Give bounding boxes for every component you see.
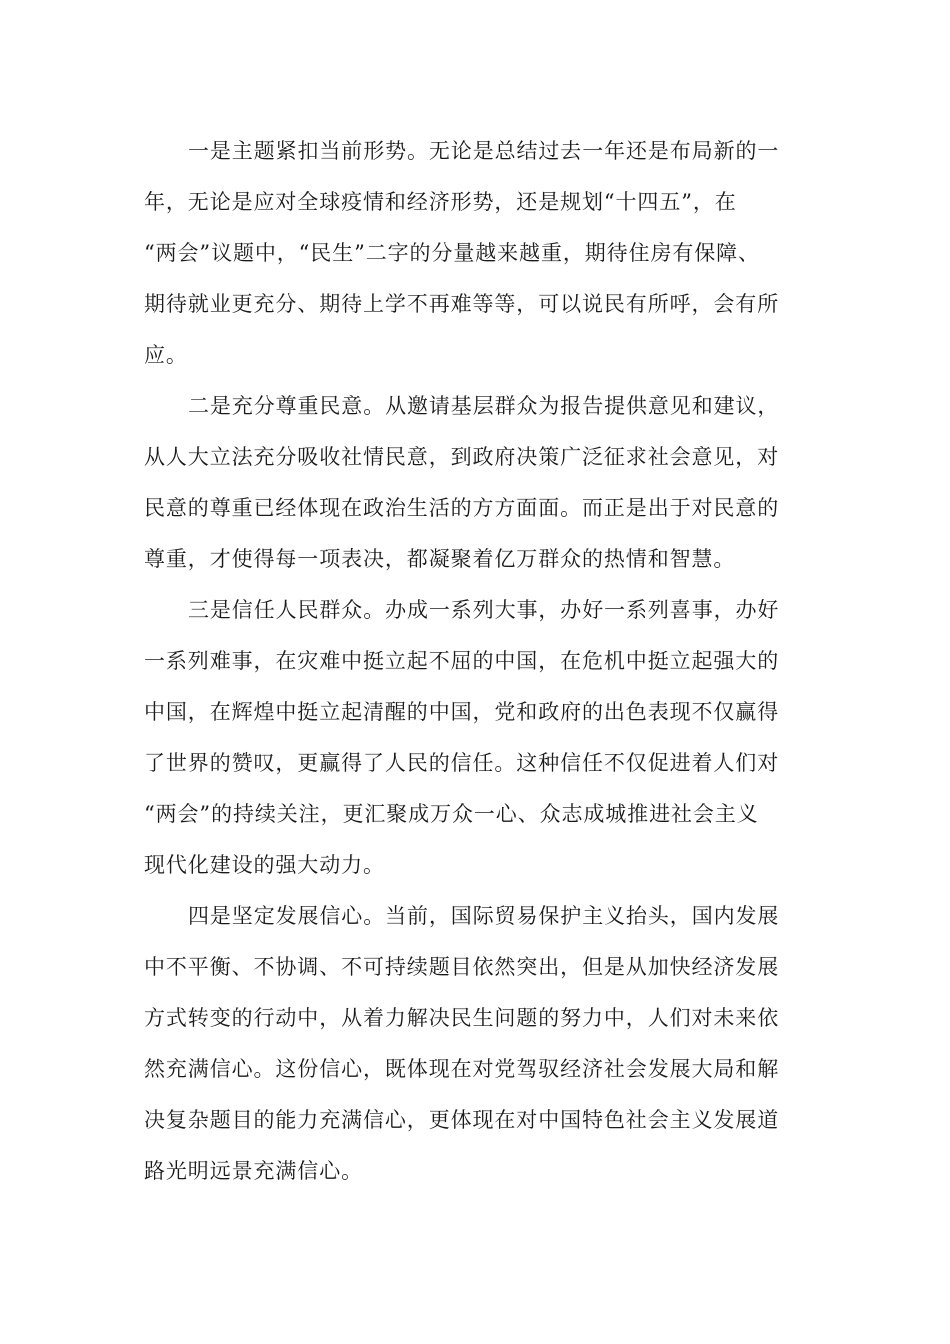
paragraph-line: 二是充分尊重民意。从邀请基层群众为报告提供意见和建议， — [188, 394, 780, 418]
paragraph-line: 从人大立法充分吸收社情民意，到政府决策广泛征求社会意见，对 — [144, 445, 780, 469]
paragraph-line: 然充满信心。这份信心，既体现在对党驾驭经济社会发展大局和解 — [144, 1057, 780, 1081]
paragraph-3 — [144, 585, 809, 891]
paragraph-line: 四是坚定发展信心。当前，国际贸易保护主义抬头，国内发展 — [188, 904, 780, 928]
paragraph-line: 一系列难事，在灾难中挺立起不屈的中国，在危机中挺立起强大的 — [144, 649, 780, 673]
paragraph-line: “两会”的持续关注，更汇聚成万众一心、众志成城推进社会主义 — [144, 802, 759, 826]
paragraph-line: 中国，在辉煌中挺立起清醒的中国，党和政府的出色表现不仅赢得 — [144, 700, 780, 724]
paragraph-line: 了世界的赞叹，更赢得了人民的信任。这种信任不仅促进着人们对 — [144, 751, 780, 775]
paragraph-line: 应。 — [144, 343, 188, 367]
paragraph-line: 现代化建设的强大动力。 — [144, 853, 385, 877]
paragraph-1 — [144, 126, 809, 381]
paragraph-line: 年，无论是应对全球疫情和经济形势，还是规划“十四五”，在 — [144, 190, 737, 214]
paragraph-2 — [144, 381, 809, 585]
paragraph-line: 三是信任人民群众。办成一系列大事，办好一系列喜事，办好 — [188, 598, 780, 622]
paragraph-line: 民意的尊重已经体现在政治生活的方方面面。而正是出于对民意的 — [144, 496, 780, 520]
paragraph-line: 一是主题紧扣当前形势。无论是总结过去一年还是布局新的一 — [188, 139, 780, 163]
paragraph-4 — [144, 891, 809, 1197]
paragraph-line: 路光明远景充满信心。 — [144, 1159, 363, 1183]
paragraph-line: 方式转变的行动中，从着力解决民生问题的努力中，人们对未来依 — [144, 1006, 780, 1030]
paragraph-line: 决复杂题目的能力充满信心，更体现在对中国特色社会主义发展道 — [144, 1108, 780, 1132]
paragraph-line: 期待就业更充分、期待上学不再难等等，可以说民有所呼，会有所 — [144, 292, 780, 316]
document-body — [144, 126, 809, 1197]
paragraph-line: 尊重，才使得每一项表决，都凝聚着亿万群众的热情和智慧。 — [144, 547, 736, 571]
paragraph-line: “两会”议题中，“民生”二字的分量越来越重，期待住房有保障、 — [144, 241, 760, 265]
paragraph-line: 中不平衡、不协调、不可持续题目依然突出，但是从加快经济发展 — [144, 955, 780, 979]
